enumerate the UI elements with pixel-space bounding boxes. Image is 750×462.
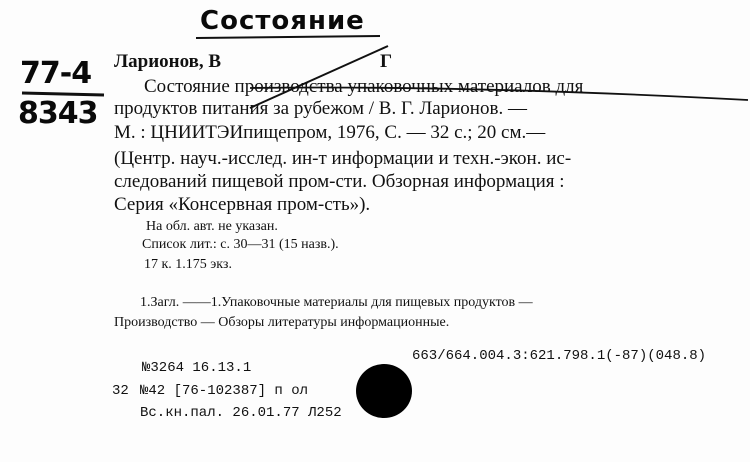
description-line: следований пищевой пром-сти. Обзорная информация : (114, 171, 565, 192)
punch-hole (356, 364, 412, 418)
description-line: Серия «Консервная пром-сть»). (114, 194, 371, 215)
call-number-divider (22, 93, 104, 95)
author-initial: Г (380, 51, 393, 72)
description-line: (Центр. науч.-исслед. ин-т информации и техн.-экон. ис- (114, 148, 572, 169)
note-line: На обл. авт. не указан. (146, 219, 278, 234)
footer-line: №42 [76-102387] п ол (140, 383, 309, 399)
description-line: Состояние производства упаковочных материалов для (144, 76, 584, 97)
note-line: 17 к. 1.175 экз. (144, 257, 232, 272)
footer-line: Вс.кн.пал. 26.01.77 Л252 (140, 405, 342, 421)
handwritten-title-word: Состояние (200, 6, 365, 36)
description-line: М. : ЦНИИТЭИпищепром, 1976, С. — 32 с.; 20 см.— (114, 122, 546, 143)
description-line: продуктов питания за рубежом / В. Г. Ларионов. — (114, 98, 527, 119)
author-name: Ларионов, В (114, 51, 222, 72)
classification-index: 663/664.004.3:621.798.1(-87)(048.8) (412, 348, 707, 364)
tracing-line: Производство — Обзоры литературы информационные. (114, 315, 450, 330)
tracing-line: 1.Загл. ——1.Упаковочные материалы для пищевых продуктов — (140, 295, 533, 310)
call-number-bottom: 8343 (18, 96, 98, 131)
note-line: Список лит.: с. 30—31 (15 назв.). (142, 237, 339, 252)
footer-line: №3264 16.13.1 (142, 360, 252, 376)
title-underline (196, 36, 380, 38)
call-number-top: 77-4 (20, 56, 92, 91)
footer-prefix: 32 (112, 383, 129, 399)
